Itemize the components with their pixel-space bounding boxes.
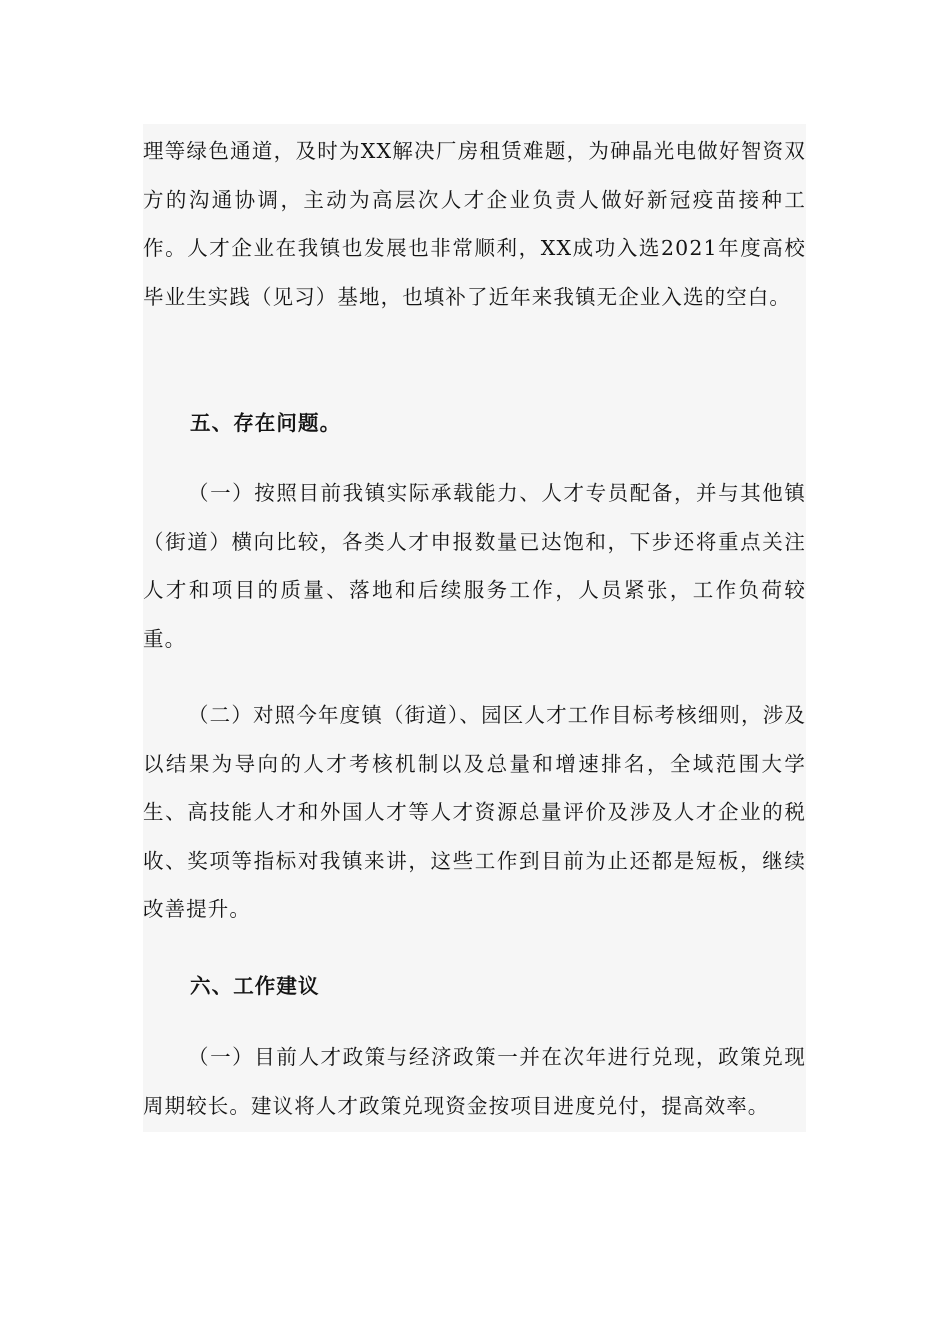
paragraph-problem-2: （二）对照今年度镇（街道）、园区人才工作目标考核细则，涉及以结果为导向的人才考核机制以及总量和增速排名，全域范围大学生、高技能人才和外国人才等人才资源总量评价及涉及人才企业的税收、奖项等指标对我镇来讲，这些工作到目前为止还都是短板，继续改善提升。 xyxy=(143,703,806,921)
document-text-block xyxy=(143,124,806,1132)
paragraph-suggestion-1: （一）目前人才政策与经济政策一并在次年进行兑现，政策兑现周期较长。建议将人才政策兑现资金按项目进度兑付，提高效率。 xyxy=(143,1045,806,1118)
section-heading-suggestions: 六、工作建议 xyxy=(190,974,320,998)
section-heading-problems: 五、存在问题。 xyxy=(190,411,342,435)
paragraph-problem-1: （一）按照目前我镇实际承载能力、人才专员配备，并与其他镇（街道）横向比较，各类人才申报数量已达饱和，下步还将重点关注人才和项目的质量、落地和后续服务工作，人员紧张，工作负荷较重。 xyxy=(143,481,806,651)
paragraph-continued: 理等绿色通道，及时为XX解决厂房租赁难题，为砷晶光电做好智资双方的沟通协调，主动为高层次人才企业负责人做好新冠疫苗接种工作。人才企业在我镇也发展也非常顺利，XX成功入选2021年度高校毕业生实践（见习）基地，也填补了近年来我镇无企业入选的空白。 xyxy=(143,139,806,309)
